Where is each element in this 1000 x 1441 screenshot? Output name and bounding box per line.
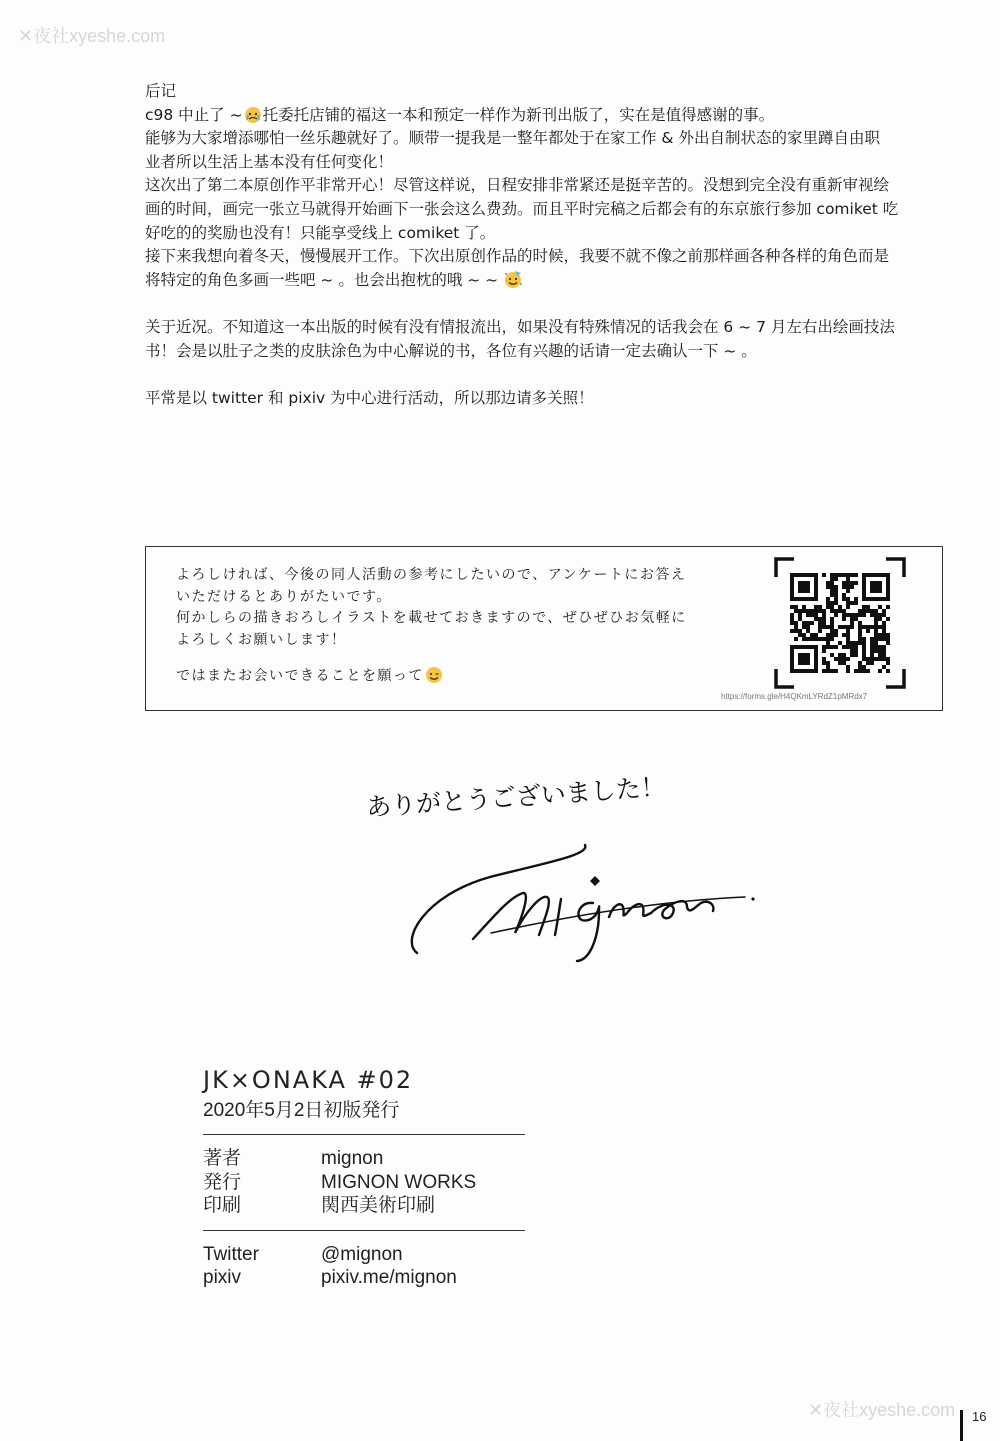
page-marker bbox=[960, 1410, 963, 1441]
divider bbox=[203, 1230, 525, 1231]
credit-row: 著者 mignon bbox=[203, 1148, 384, 1169]
afterword-line: 关于近况。不知道这一本出版的时候有没有情报流出，如果没有特殊情况的话我会在 6 ~ 7 月左右出绘画技法 bbox=[145, 317, 895, 336]
twitter-link[interactable]: @mignon bbox=[321, 1243, 403, 1265]
winking-face-icon bbox=[424, 665, 444, 683]
qr-code[interactable] bbox=[774, 557, 906, 689]
survey-box bbox=[145, 546, 943, 711]
survey-line: よろしければ、今後の同人活動の参考にしたいので、アンケートにお答え bbox=[176, 567, 687, 583]
watermark-top: ✕夜社xyeshe.com bbox=[18, 26, 166, 46]
afterword-line: 业者所以生活上基本没有任何变化！ bbox=[145, 152, 394, 171]
survey-line: よろしくお願いします！ bbox=[176, 631, 347, 648]
signature bbox=[395, 835, 775, 965]
afterword-line: 能够为大家增添哪怕一丝乐趣就好了。顺带一提我是一整年都处于在家工作 & 外出自制状态的家里蹲自由职 bbox=[145, 129, 880, 148]
credit-row: 発行 MIGNON WORKS bbox=[203, 1171, 477, 1193]
qr-url[interactable]: https://forms.gle/H4QKmLYRdZ1pMRdx7 bbox=[721, 692, 868, 701]
afterword-section bbox=[145, 80, 955, 410]
publish-date: 2020年5月2日初版発行 bbox=[203, 1100, 400, 1121]
survey-line: いただけるとありがたいです。 bbox=[176, 588, 392, 605]
handwritten-thanks bbox=[360, 760, 667, 830]
afterword-line: c98 中止了 ~ 托委托店铺的福这一本和预定一样作为新刊出版了，实在是值得感谢的事。 bbox=[145, 105, 775, 124]
social-row: pixiv pixiv.me/mignon bbox=[203, 1267, 457, 1288]
colophon bbox=[203, 1066, 525, 1302]
afterword-line: 画的时间，画完一张立马就得开始画下一张会这么费劲。而且平时完稿之后都会有的东京旅行参加 comiket 吃 bbox=[145, 199, 899, 218]
afterword-heading: 后记 bbox=[145, 82, 177, 100]
watermark-x-icon: ✕ bbox=[18, 26, 34, 46]
afterword-line: 接下来我想向着冬天，慢慢展开工作。下次出原创作品的时候，我要不就不像之前那样画各种各样的角色而是 bbox=[145, 247, 890, 266]
afterword-line: 这次出了第二本原创作平非常开心！尽管这样说，日程安排非常紧还是挺辛苦的。没想到完全没有重新审视绘 bbox=[145, 176, 890, 195]
credits bbox=[203, 1147, 525, 1218]
afterword-line: 书！会是以肚子之类的皮肤涂色为中心解说的书，各位有兴趣的话请一定去确认一下 ~ 。 bbox=[145, 341, 757, 360]
social-row: Twitter @mignon bbox=[203, 1243, 403, 1265]
book-title: JK×ONAKA #02 bbox=[203, 1066, 414, 1094]
credit-row: 印刷 関西美術印刷 bbox=[203, 1195, 436, 1216]
watermark-bottom: ✕夜社xyeshe.com bbox=[808, 1400, 956, 1420]
survey-line: 何かしらの描きおろしイラストを載せておきますので、ぜひぜひお気軽に bbox=[176, 610, 687, 626]
signature-text: mignon. bbox=[395, 835, 400, 836]
afterword-line: 好吃的的奖励也没有！只能享受线上 comiket 了。 bbox=[145, 223, 496, 242]
qr-code-icon bbox=[774, 557, 906, 689]
afterword-line: 平常是以 twitter 和 pixiv 为中心进行活动，所以那边请多关照！ bbox=[145, 388, 594, 407]
party-face-icon bbox=[503, 270, 523, 288]
survey-text bbox=[176, 565, 736, 688]
afterword-line: 将特定的角色多画一些吧 ~ 。也会出抱枕的哦 ~ ~ bbox=[145, 269, 955, 293]
survey-line: ではまたお会いできることを願って bbox=[176, 665, 736, 688]
thanks-text: ありがとうございました！ bbox=[365, 772, 667, 822]
social-links bbox=[203, 1243, 525, 1290]
divider bbox=[203, 1134, 525, 1135]
pixiv-link[interactable]: pixiv.me/mignon bbox=[321, 1267, 457, 1288]
crying-face-icon bbox=[243, 105, 263, 123]
watermark-x-icon: ✕ bbox=[808, 1400, 824, 1420]
